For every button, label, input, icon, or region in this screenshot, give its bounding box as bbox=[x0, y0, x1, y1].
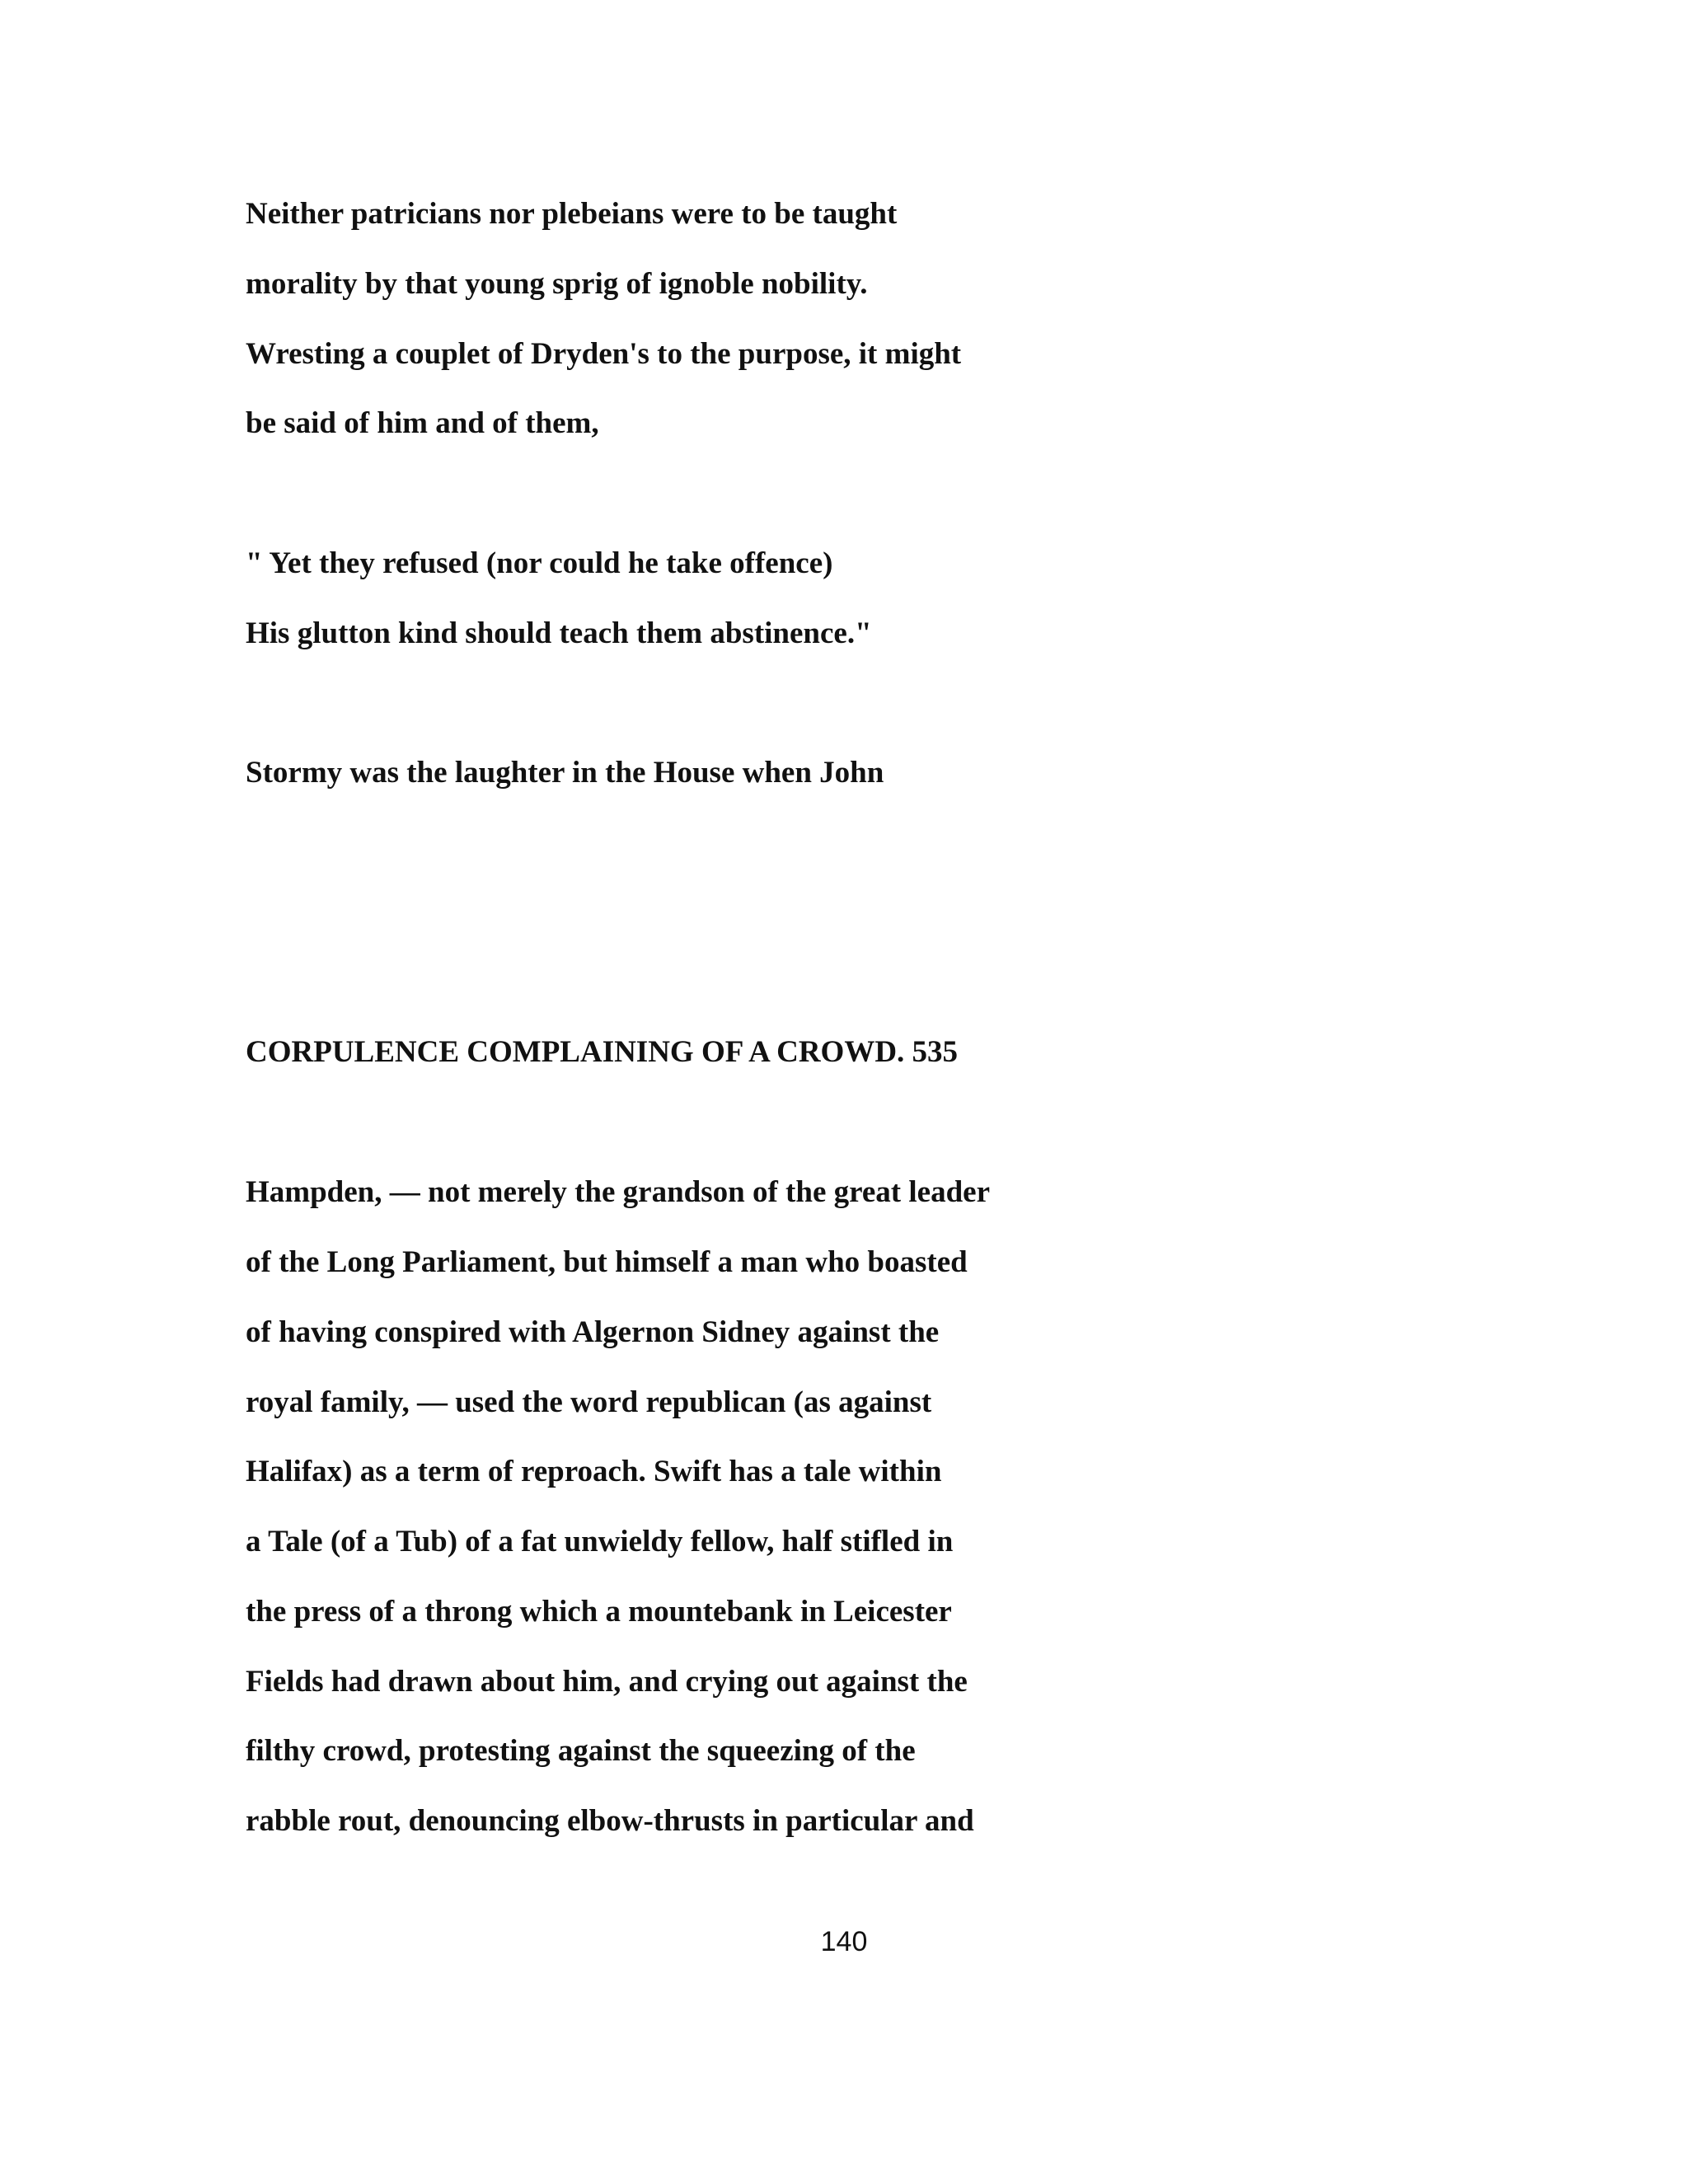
text-line: morality by that young sprig of ignoble nobility. bbox=[246, 267, 868, 301]
text-line: the press of a throng which a mountebank in Leicester bbox=[246, 1595, 952, 1629]
quote-line: " Yet they refused (nor could he take offence) bbox=[246, 546, 833, 580]
text-line: of the Long Parliament, but himself a man who boasted bbox=[246, 1245, 968, 1279]
text-line: filthy crowd, protesting against the squeezing of the bbox=[246, 1734, 916, 1768]
text-line: be said of him and of them, bbox=[246, 406, 599, 440]
text-line: of having conspired with Algernon Sidney against the bbox=[246, 1315, 940, 1349]
text-line: royal family, — used the word republican (as against bbox=[246, 1385, 932, 1419]
text-line: a Tale (of a Tub) of a fat unwieldy fellow, half stifled in bbox=[246, 1525, 954, 1558]
text-line: Halifax) as a term of reproach. Swift has a tale within bbox=[246, 1455, 942, 1488]
text-line: Stormy was the laughter in the House when John bbox=[246, 756, 884, 790]
text-line: Hampden, — not merely the grandson of the great leader bbox=[246, 1175, 990, 1209]
text-line: Neither patricians nor plebeians were to be taught bbox=[246, 197, 898, 231]
quote-line: His glutton kind should teach them abstinence." bbox=[246, 616, 872, 650]
page-number: 140 bbox=[820, 1926, 868, 1957]
running-head: CORPULENCE COMPLAINING OF A CROWD. 535 bbox=[246, 1035, 959, 1069]
text-line: Wresting a couplet of Dryden's to the purpose, it might bbox=[246, 337, 962, 371]
text-line: rabble rout, denouncing elbow-thrusts in particular and bbox=[246, 1804, 974, 1838]
text-line: Fields had drawn about him, and crying out against the bbox=[246, 1665, 968, 1699]
